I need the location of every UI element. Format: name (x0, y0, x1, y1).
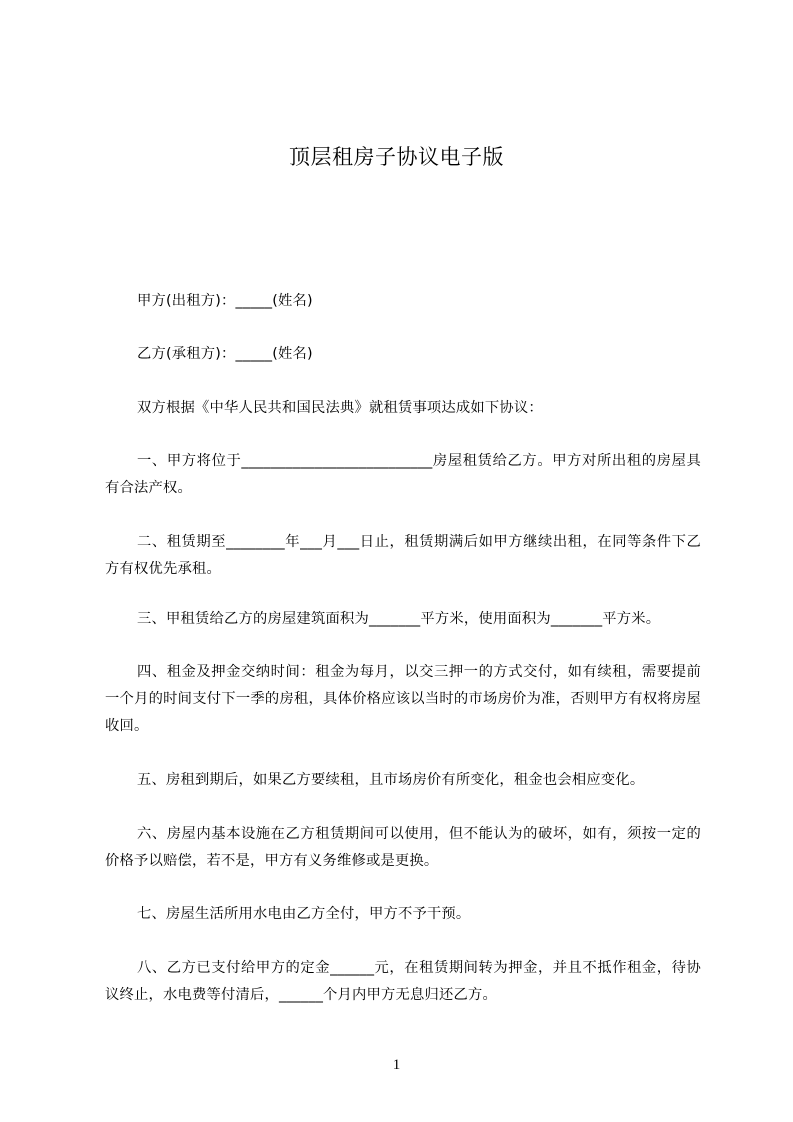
clause-4: 四、租金及押金交纳时间：租金为每月，以交三押一的方式交付，如有续租，需要提前一个月的时间支付下一季的房租，具体价格应该以当时的市场房价为准，否则甲方有权将房屋收回。 (105, 664, 701, 734)
clause-2: 二、租赁期至________年___月___日止，租赁期满后如甲方继续出租，在同等条件下乙方有权优先承租。 (105, 534, 701, 577)
clause-6: 六、房屋内基本设施在乙方租赁期间可以使用，但不能认为的破坏，如有，须按一定的价格予以赔偿，若不是，甲方有义务维修或是更换。 (105, 826, 701, 869)
agreement-intro: 双方根据《中华人民共和国民法典》就租赁事项达成如下协议： (137, 400, 543, 416)
page-number: 1 (392, 1057, 401, 1073)
clause-7: 七、房屋生活所用水电由乙方全付，甲方不予干预。 (137, 906, 471, 922)
clause-3: 三、甲租赁给乙方的房屋建筑面积为_______平方米，使用面积为_______平方米。 (137, 611, 661, 627)
clause-8: 八、乙方已支付给甲方的定金______元，在租赁期间转为押金，并且不抵作租金，待协议终止，水电费等付清后，______个月内甲方无息归还乙方。 (105, 960, 701, 1003)
clause-1: 一、甲方将位于__________________________房屋租赁给乙方。甲方对所出租的房屋具有合法产权。 (105, 453, 701, 496)
party-a-line: 甲方(出租方)：_____(姓名) (137, 293, 313, 309)
clause-5: 五、房租到期后，如果乙方要续租，且市场房价有所变化，租金也会相应变化。 (137, 772, 645, 788)
document-title: 顶层租房子协议电子版 (289, 145, 504, 169)
party-b-line: 乙方(承租方)：_____(姓名) (137, 346, 313, 362)
